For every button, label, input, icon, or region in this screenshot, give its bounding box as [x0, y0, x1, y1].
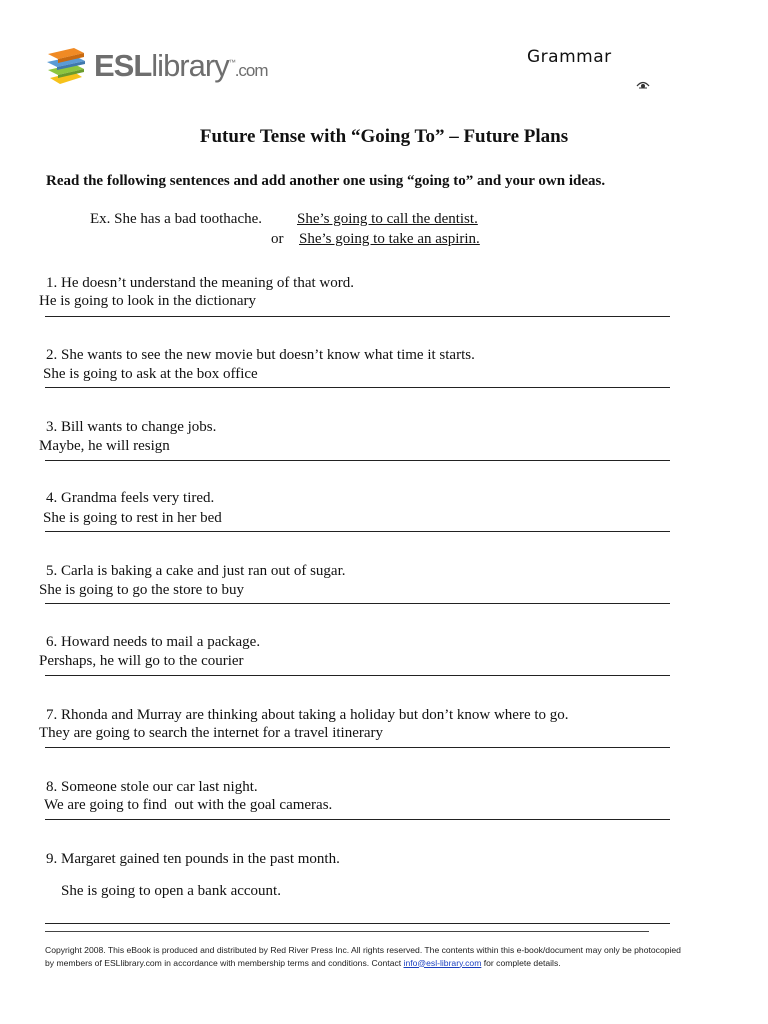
- question-8-prompt: 8. Someone stole our car last night.: [46, 779, 258, 795]
- question-4-prompt: 4. Grandma feels very tired.: [46, 490, 215, 506]
- page-title: Future Tense with “Going To” – Future Plans: [199, 126, 569, 147]
- example-answer-2: She’s going to take an aspirin.: [299, 231, 480, 247]
- answer-line-9: [45, 923, 670, 924]
- esl-library-logo: [44, 44, 284, 90]
- question-2-prompt: 2. She wants to see the new movie but doesn’t know what time it starts.: [46, 347, 475, 363]
- answer-line-6: [45, 675, 670, 676]
- question-5-prompt: 5. Carla is baking a cake and just ran out of sugar.: [46, 563, 346, 579]
- example-prompt: Ex. She has a bad toothache.: [90, 211, 263, 227]
- copyright-notice: [45, 944, 685, 969]
- question-2-answer[interactable]: She is going to ask at the box office: [43, 366, 258, 382]
- answer-line-2: [45, 387, 670, 388]
- answer-line-4: [45, 531, 670, 532]
- question-4-answer[interactable]: She is going to rest in her bed: [43, 510, 222, 526]
- question-8-answer[interactable]: We are going to find out with the goal cameras.: [44, 797, 333, 813]
- answer-line-5: [45, 603, 670, 604]
- contact-email-link[interactable]: info@esl-library.com: [403, 957, 482, 968]
- question-7-prompt: 7. Rhonda and Murray are thinking about taking a holiday but don’t know where to go.: [46, 707, 569, 723]
- footer-divider: [45, 931, 649, 932]
- question-9-answer[interactable]: She is going to open a bank account.: [61, 883, 281, 899]
- question-3-prompt: 3. Bill wants to change jobs.: [46, 419, 217, 435]
- question-6-prompt: 6. Howard needs to mail a package.: [46, 634, 261, 650]
- example-or: or: [271, 231, 284, 247]
- eye-icon: [636, 80, 650, 90]
- answer-line-7: [45, 747, 670, 748]
- instructions: Read the following sentences and add another one using “going to” and your own ideas.: [46, 173, 606, 189]
- question-1-prompt: 1. He doesn’t understand the meaning of that word.: [46, 275, 354, 291]
- category-label: Grammar: [527, 47, 612, 67]
- question-5-answer[interactable]: She is going to go the store to buy: [39, 582, 244, 598]
- example-answer-1: She’s going to call the dentist.: [297, 211, 478, 227]
- question-3-answer[interactable]: Maybe, he will resign: [39, 438, 170, 454]
- answer-line-1: [45, 316, 670, 317]
- answer-line-3: [45, 460, 670, 461]
- books-stack-icon: [44, 44, 90, 90]
- question-6-answer[interactable]: Pershaps, he will go to the courier: [39, 653, 244, 669]
- logo-wordmark: ESLlibrary™.com: [94, 48, 268, 83]
- question-9-prompt: 9. Margaret gained ten pounds in the past month.: [46, 851, 340, 867]
- question-7-answer[interactable]: They are going to search the internet for a travel itinerary: [39, 725, 384, 741]
- question-1-answer[interactable]: He is going to look in the dictionary: [39, 293, 257, 309]
- copyright-text-end: for complete details.: [481, 957, 561, 968]
- answer-line-8: [45, 819, 670, 820]
- copyright-text: Copyright 2008. This eBook is produced and distributed by Red River Press Inc. All rights reserved. The contents within this e-book/document may only be photocopied by members of ESLlibrary.com in accordance with membership terms and conditions. Contact: [45, 945, 681, 968]
